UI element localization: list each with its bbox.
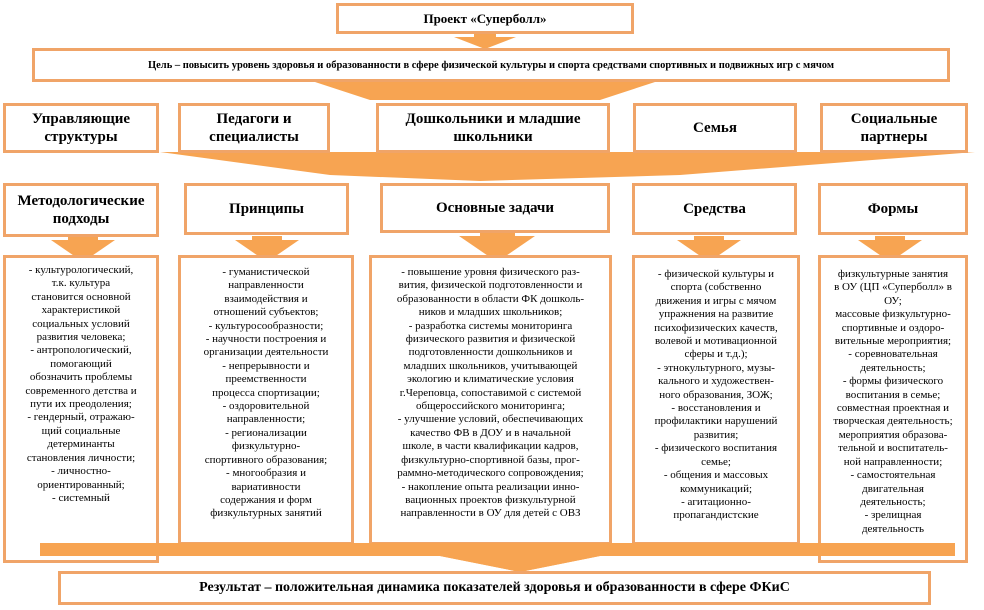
content-line: коммуникаций;	[679, 482, 753, 495]
content-line: деятельность	[861, 522, 925, 535]
content-line: вития, физической подготовленности и	[398, 279, 583, 292]
content-line: вариативности	[231, 480, 301, 493]
content-line: двигательная	[862, 482, 924, 495]
category-means-header	[632, 183, 797, 235]
content-line: - этнокультурного, музы-	[657, 361, 775, 374]
arrow-project-to-goal	[454, 34, 516, 49]
category-principles-header	[184, 183, 349, 235]
content-line: - многообразия и	[226, 467, 306, 480]
arrow-participants-to-categories	[160, 152, 975, 181]
content-line: направленности	[228, 279, 304, 292]
content-line: мероприятия образова-	[838, 428, 948, 441]
content-line: физкультурные занятия	[837, 268, 949, 280]
content-line: образованности в области ФК дошколь-	[396, 292, 585, 305]
goal-box	[32, 48, 950, 82]
content-line: в ОУ (ЦП «Суперболл» в ОУ;	[834, 281, 952, 307]
content-line: физкультурно-спортивной базы, прог-	[401, 453, 580, 466]
participant-label: Управляющие структуры	[31, 111, 131, 145]
content-line: г.Череповца, сопоставимой с системой	[399, 386, 582, 399]
content-line: психофизических качеств,	[654, 321, 778, 334]
project-title: Проект «Суперболл»	[423, 10, 547, 26]
content-lines	[6, 264, 156, 505]
content-line: раммно-методического сопровождения;	[397, 467, 584, 480]
content-line: направленности;	[226, 413, 306, 426]
content-line: вительные мероприятия;	[834, 335, 952, 348]
content-line: детерминанты	[47, 438, 115, 451]
content-line: совместная проектная и	[836, 402, 950, 415]
content-line: - научности построения и	[205, 333, 327, 346]
content-line: ориентированный;	[37, 478, 125, 491]
content-line: преемственности	[225, 373, 307, 386]
participant-family	[633, 103, 797, 153]
result-text: Результат – положительная динамика показателей здоровья и образованности в сфере ФКиС	[199, 580, 790, 595]
participant-label: Социальные партнеры	[850, 111, 938, 145]
content-line: - накопление опыта реализации инно-	[401, 480, 580, 493]
content-line: подготовленности дошкольников и	[408, 346, 573, 359]
participant-label: Семья	[693, 120, 737, 136]
category-tasks-content	[369, 255, 612, 545]
content-line: движения и игры с мячом	[655, 294, 777, 307]
content-line: организации деятельности	[203, 346, 329, 359]
content-line: волевой и мотивационной	[654, 335, 778, 348]
content-line: характеристикой	[41, 304, 121, 317]
participant-children	[376, 103, 610, 153]
content-line: - физического воспитания	[654, 442, 778, 455]
content-line: - разработка системы мониторинга	[408, 319, 573, 332]
content-lines	[372, 266, 609, 521]
content-line: физкультурно-	[231, 440, 301, 453]
content-line: школе, в части квалификации кадров,	[402, 440, 579, 453]
content-line: пути их преодоления;	[30, 398, 132, 411]
content-line: деятельность;	[860, 495, 926, 508]
content-line: щий социальные	[41, 424, 121, 437]
content-line: экологию и климатические условия	[407, 373, 574, 386]
content-line: - гендерный, отражаю-	[27, 411, 135, 424]
content-line: качество ФВ в ДОУ и в начальной	[410, 426, 571, 439]
content-line: спортивного образования;	[204, 453, 328, 466]
category-methodology-content	[3, 255, 159, 563]
participant-management	[3, 103, 159, 153]
content-line: содержания и форм	[220, 493, 312, 506]
category-title: Методологические подходы	[17, 193, 145, 227]
content-line: - культуросообразности;	[208, 319, 324, 332]
content-line: сферы и т.д.);	[684, 348, 748, 361]
content-line: деятельность;	[860, 361, 926, 374]
content-line: вационных проектов физкультурной	[405, 493, 576, 506]
category-methodology-header	[3, 183, 159, 237]
content-line: направленности в ОУ для детей с ОВЗ	[400, 507, 581, 520]
content-line: - гуманистической	[222, 266, 310, 278]
content-line: становится основной	[31, 290, 131, 303]
content-line: современного детства и	[25, 384, 137, 397]
content-line: - системный	[52, 491, 110, 504]
content-line: ников и младших школьников;	[418, 306, 563, 319]
content-line: - формы физического	[842, 375, 944, 388]
content-line: тельной и воспитатель-	[838, 442, 948, 455]
content-line: профилактики нарушений	[654, 415, 778, 428]
participant-label: Дошкольники и младшие школьники	[405, 111, 581, 145]
participant-label: Педагоги и специалисты	[209, 111, 299, 145]
content-line: упражнения на развитие	[658, 308, 774, 321]
content-line: - самостоятельная	[850, 469, 936, 482]
content-line: массовые физкультурно-	[835, 308, 951, 321]
content-line: творческая деятельность;	[833, 415, 953, 428]
content-line: - повышение уровня физического раз-	[401, 266, 580, 278]
category-means-content	[632, 255, 800, 545]
category-forms-header	[818, 183, 968, 235]
content-line: обозначить проблемы	[29, 371, 133, 384]
content-lines	[635, 268, 797, 523]
content-line: - оздоровительной	[222, 400, 310, 413]
content-line: физического развития и физической	[405, 333, 576, 346]
content-line: ного образования, ЗОЖ;	[659, 388, 773, 401]
content-line: семье;	[701, 455, 731, 468]
content-line: спортивные и оздоро-	[841, 321, 945, 334]
content-line: становления личности;	[26, 451, 136, 464]
category-title: Основные задачи	[435, 200, 555, 216]
category-principles-content	[178, 255, 354, 545]
category-title: Формы	[867, 201, 919, 217]
content-line: - общения и массовых	[663, 469, 769, 482]
content-line: кального и художествен-	[658, 375, 774, 388]
content-line: - зрелищная	[864, 509, 922, 522]
content-line: т.к. культура	[51, 277, 111, 290]
content-line: взаимодействия и	[224, 292, 308, 305]
content-line: процесса спортизации;	[212, 386, 320, 399]
content-line: помогающий	[50, 357, 112, 370]
content-line: ной направленности;	[843, 455, 943, 468]
content-line: - культурологический,	[28, 264, 134, 276]
content-line: развития;	[693, 428, 739, 441]
content-line: - улучшение условий, обеспечивающих	[397, 413, 584, 426]
content-line: пропагандистские	[673, 509, 759, 522]
content-line: - восстановления и	[671, 402, 761, 415]
content-line: - регионализации	[225, 426, 307, 439]
arrow-goal-to-participants	[315, 82, 655, 100]
category-title: Принципы	[229, 201, 304, 217]
project-title-box	[336, 3, 634, 34]
goal-text: Цель – повысить уровень здоровья и образованности в сфере физической культуры и спорта средствами спортивных и подвижных игр с мячом	[147, 59, 835, 71]
content-line: - агитационно-	[681, 495, 751, 508]
content-line: физкультурных занятий	[210, 507, 322, 520]
participant-partners	[820, 103, 968, 153]
participant-teachers	[178, 103, 330, 153]
content-line: развития человека;	[36, 331, 126, 344]
content-line: - соревновательная	[848, 348, 938, 361]
content-line: - личностно-	[51, 465, 111, 478]
content-line: - антропологический,	[30, 344, 132, 357]
category-forms-content	[818, 255, 968, 563]
content-line: общероссийского мониторинга;	[415, 400, 566, 413]
category-tasks-header	[380, 183, 610, 233]
content-line: младших школьников, учитывающей	[403, 359, 578, 372]
content-lines	[821, 268, 965, 536]
content-line: социальных условий	[32, 317, 130, 330]
content-lines	[181, 266, 351, 521]
content-line: - непрерывности и	[222, 359, 310, 372]
content-line: воспитания в семье;	[845, 388, 941, 401]
content-line: - физической культуры и	[657, 268, 775, 280]
content-line: спорта (собственно	[670, 281, 762, 294]
content-line: отношений субъектов;	[213, 306, 319, 319]
category-title: Средства	[683, 201, 746, 217]
result-box	[58, 571, 931, 605]
